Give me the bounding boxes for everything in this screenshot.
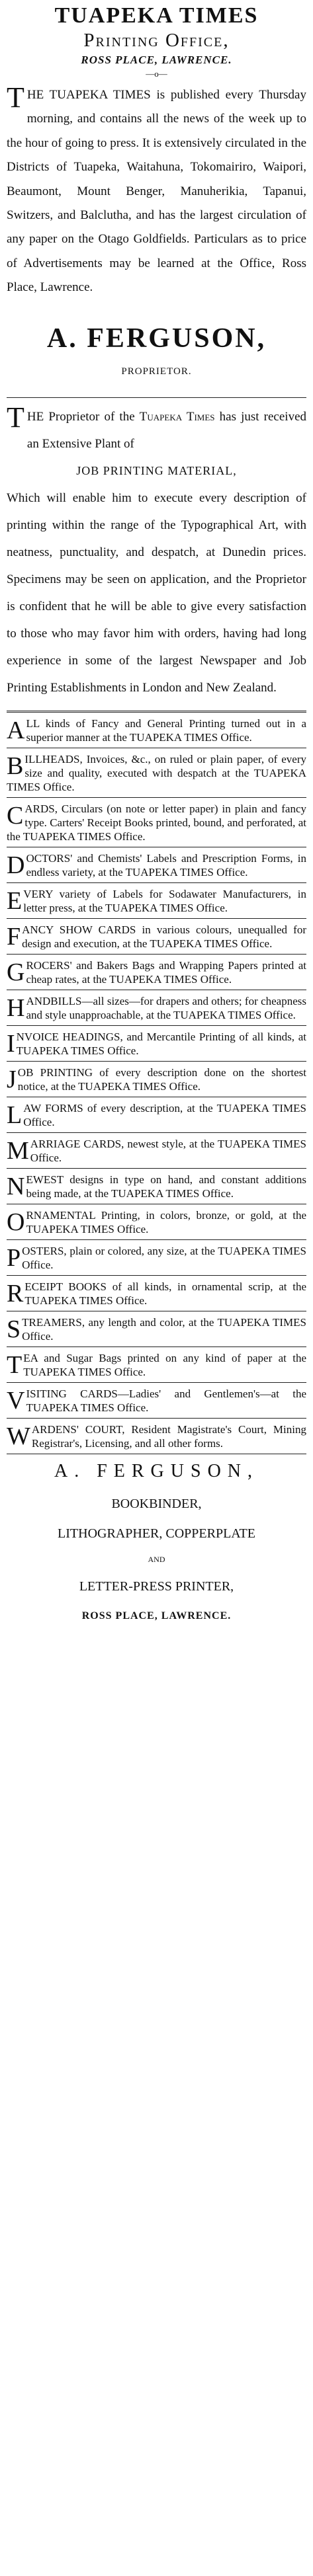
ad-text: RNAMENTAL Printing, in colors, bronze, or gold, at the TUAPEKA TIMES Office. — [26, 1208, 306, 1235]
ad-dropcap: F — [7, 922, 21, 951]
ad-item — [7, 1204, 306, 1240]
ad-item — [7, 1347, 306, 1383]
ad-text: ANDBILLS—all sizes—for drapers and others; for cheapness and style unapproachable, at the TUAPEKA TIMES Office. — [26, 994, 306, 1021]
ad-item — [7, 1383, 306, 1419]
ad-dropcap: A — [7, 716, 25, 744]
ad-text: TREAMERS, any length and color, at the TUAPEKA TIMES Office. — [22, 1315, 306, 1343]
ad-dropcap: H — [7, 994, 25, 1022]
ad-text: ARRIAGE CARDS, newest style, at the TUAPEKA TIMES Office. — [30, 1137, 306, 1164]
ad-text: NVOICE HEADINGS, and Mercantile Printing of all kinds, at TUAPEKA TIMES Office. — [16, 1030, 306, 1057]
intro-paragraph — [7, 83, 306, 300]
masthead-subtitle: Printing Office, — [83, 30, 230, 51]
ad-dropcap: N — [7, 1172, 25, 1200]
ad-dropcap: D — [7, 851, 25, 879]
ad-list — [7, 713, 306, 1454]
ad-dropcap: I — [7, 1029, 15, 1058]
ad-item — [7, 847, 306, 883]
ad-item — [7, 1062, 306, 1097]
ad-dropcap: E — [7, 886, 22, 915]
ad-dropcap: T — [7, 1350, 22, 1379]
ad-dropcap: L — [7, 1101, 22, 1129]
ad-text: ILLHEADS, Invoices, &c., on ruled or plain paper, of every size and quality, executed with despatch at the TUAPEKA TIMES Office. — [7, 752, 306, 793]
ad-text: OSTERS, plain or colored, any size, at the TUAPEKA TIMES Office. — [22, 1244, 306, 1271]
footer — [7, 1461, 306, 1622]
ad-item — [7, 883, 306, 919]
ad-text: VERY variety of Labels for Sodawater Manufacturers, in letter press, at the TUAPEKA TIMES Office. — [23, 887, 306, 914]
ad-item — [7, 1419, 306, 1454]
ad-dropcap: O — [7, 1208, 25, 1236]
plant-paragraph — [7, 403, 306, 457]
section-rule — [7, 397, 306, 398]
proprietor-title: PROPRIETOR. — [121, 366, 192, 377]
ad-item — [7, 713, 306, 748]
ad-dropcap: C — [7, 801, 24, 830]
ad-dropcap: R — [7, 1279, 24, 1308]
ad-text: OCTORS' and Chemists' Labels and Prescription Forms, in endless variety, at the TUAPEKA TIMES Office. — [26, 851, 306, 878]
ad-item — [7, 1169, 306, 1204]
plant-text-b: has just received an Extensive Plant of — [26, 409, 307, 451]
ad-item — [7, 1133, 306, 1169]
ad-text: ROCERS' and Bakers Bags and Wrapping Papers printed at cheap rates, at the TUAPEKA TIMES Office. — [26, 958, 306, 986]
footer-and: AND — [148, 1554, 165, 1564]
intro-text: HE TUAPEKA TIMES is published every Thursday morning, and contains all the news of the week up to the hour of going to press. It is extensively circulated in the Districts of Tuapeka, Waitahuna, Tokomairiro, Waipori, Beaumont, Mount Benger, Manuherikia, Tapanui, Switzers, and Balclutha, and has the largest circulation of any paper on the Otago Goldfields. Particulars as to price of Advertisements may be learned at the Office, Ross Place, Lawrence. — [7, 88, 306, 295]
footer-line-1: BOOKBINDER, — [111, 1496, 202, 1511]
ad-text: EA and Sugar Bags printed on any kind of paper at the TUAPEKA TIMES Office. — [23, 1351, 306, 1378]
ad-text: ECEIPT BOOKS of all kinds, in ornamental scrip, at the TUAPEKA TIMES Office. — [24, 1280, 306, 1307]
ad-dropcap: P — [7, 1243, 21, 1272]
ad-dropcap: G — [7, 958, 25, 986]
ad-text: OB PRINTING of every description done on the shortest notice, at the TUAPEKA TIMES Office. — [17, 1066, 306, 1093]
ad-text: AW FORMS of every description, at the TUAPEKA TIMES Office. — [23, 1101, 306, 1128]
masthead-address: ROSS PLACE, LAWRENCE. — [81, 54, 232, 66]
ad-item — [7, 1240, 306, 1276]
ad-item — [7, 798, 306, 847]
ad-item — [7, 1026, 306, 1062]
proprietor-name: A. FERGUSON, — [46, 323, 267, 354]
ad-item — [7, 919, 306, 955]
ad-dropcap: B — [7, 752, 24, 780]
ad-text: EWEST designs in type on hand, and constant additions being made, at the TUAPEKA TIMES Office. — [26, 1173, 306, 1200]
plant-dropcap: T — [7, 401, 24, 434]
ad-text: ISITING CARDS—Ladies' and Gentlemen's—at the TUAPEKA TIMES Office. — [26, 1387, 306, 1414]
ad-dropcap: J — [7, 1065, 17, 1093]
footer-name: A. FERGUSON, — [54, 1460, 259, 1481]
ad-text: ARDENS' COURT, Resident Magistrate's Court, Mining Registrar's, Licensing, and all other forms. — [31, 1423, 306, 1450]
ad-dropcap: V — [7, 1386, 25, 1415]
masthead-title: TUAPEKA TIMES — [54, 3, 259, 28]
footer-line-2: LITHOGRAPHER, COPPERPLATE — [58, 1526, 255, 1541]
plant-text-a: HE Proprietor of the — [26, 409, 140, 424]
footer-address: ROSS PLACE, LAWRENCE. — [81, 1610, 232, 1621]
ad-dropcap: M — [7, 1136, 29, 1165]
plant-text-c: Which will enable him to execute every description of printing within the range of the Typographical Art, with neatness, punctuality, and despatch, at Dunedin prices. Specimens may be seen on application, and the Proprietor is confident that he will be able to give every satisfaction to those who may favor him with orders, having had long experience in some of the largest Newspaper and Job Printing Establishments in London and New Zealand. — [7, 490, 306, 695]
ornament-divider: —o— — [146, 69, 167, 79]
plant-heading: JOB PRINTING MATERIAL, — [76, 463, 237, 477]
footer-line-3: LETTER-PRESS PRINTER, — [79, 1579, 234, 1594]
ad-item — [7, 955, 306, 990]
advertisement-column — [7, 0, 306, 1622]
ad-dropcap: W — [7, 1422, 30, 1450]
ad-item — [7, 990, 306, 1026]
ad-item — [7, 748, 306, 798]
ad-text: ARDS, Circulars (on note or letter paper) in plain and fancy type. Carters' Receipt Books printed, bound, and perforated, at the TUAPEKA TIMES Office. — [7, 802, 306, 843]
ad-text: LL kinds of Fancy and General Printing turned out in a superior manner at the TUAPEKA TIMES Office. — [26, 717, 306, 744]
ad-item — [7, 1311, 306, 1347]
ad-dropcap: S — [7, 1315, 21, 1343]
plant-text-sc: Tuapeka Times — [139, 409, 215, 424]
intro-dropcap: T — [7, 81, 24, 114]
ad-item — [7, 1276, 306, 1311]
ad-text: ANCY SHOW CARDS in various colours, unequalled for design and execution, at the TUAPEKA TIMES Office. — [22, 923, 306, 950]
ad-item — [7, 1097, 306, 1133]
